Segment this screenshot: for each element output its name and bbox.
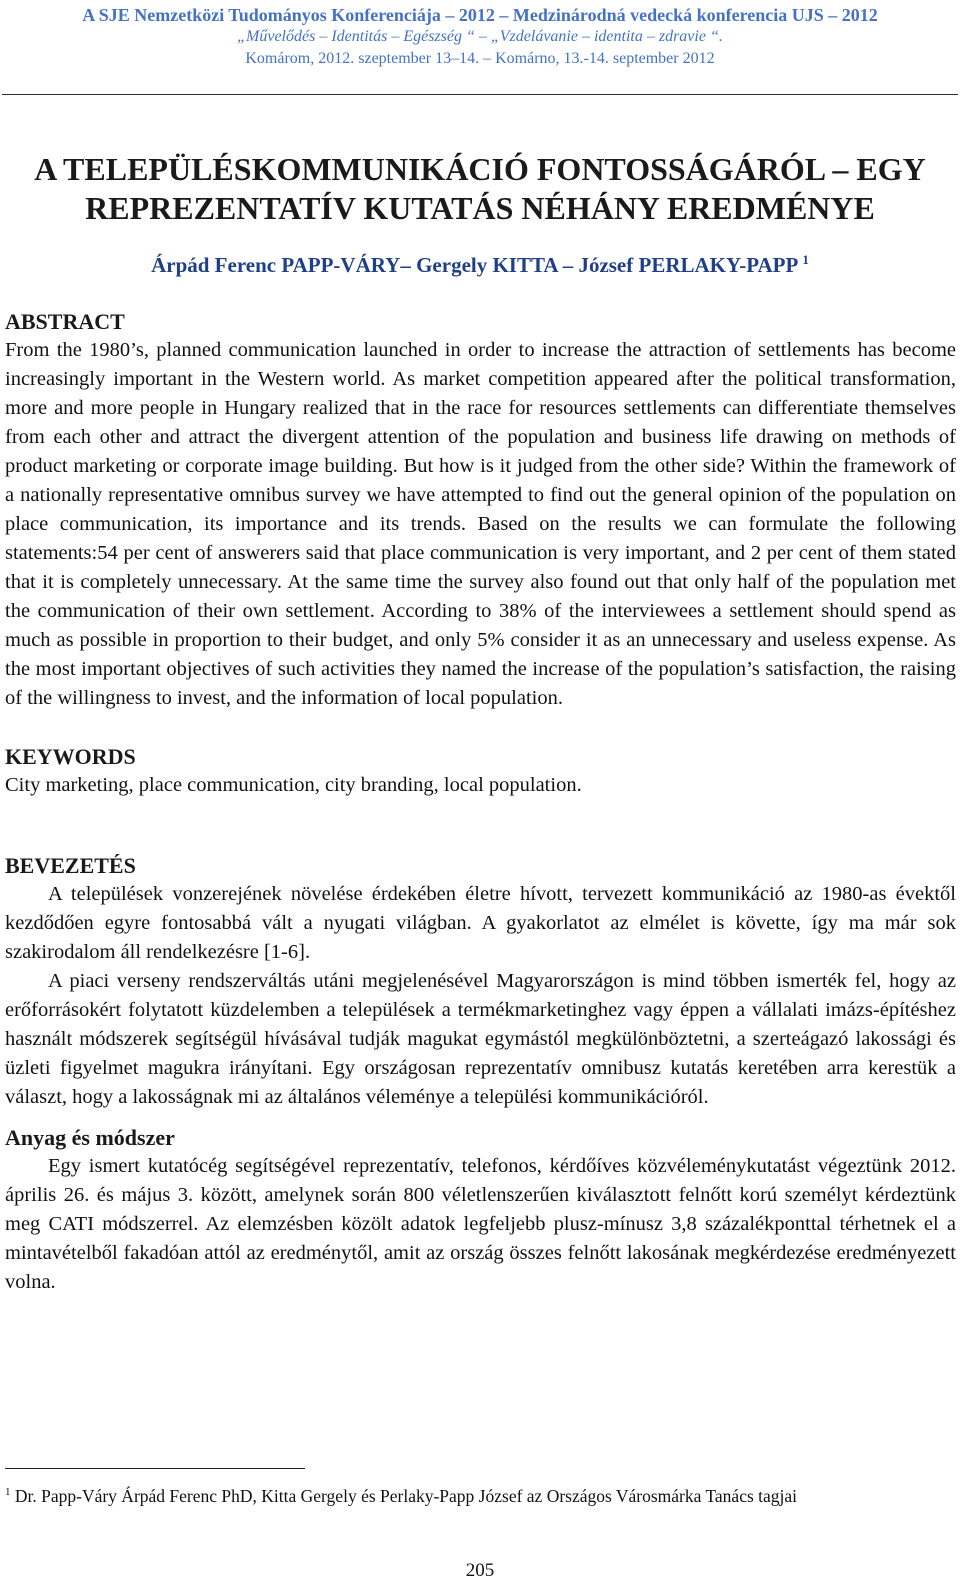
author-names: Árpád Ferenc PAPP-VÁRY– Gergely KITTA – József PERLAKY-PAPP <box>151 253 798 277</box>
page-number: 205 <box>465 1560 495 1581</box>
authors <box>0 252 960 278</box>
author-footnote-mark: 1 <box>802 252 809 267</box>
methods-heading: Anyag és módszer <box>5 1125 175 1150</box>
paper-title-line-2: REPREZENTATÍV KUTATÁS NÉHÁNY EREDMÉNYE <box>85 190 875 226</box>
conference-date-place: Komárom, 2012. szeptember 13–14. – Komárno, 13.-14. september 2012 <box>245 50 715 67</box>
conference-name: A SJE Nemzetközi Tudományos Konferenciája – 2012 – Medzinárodná vedecká konferencia UJS – 2012 <box>82 5 878 25</box>
conference-theme: „Művelődés – Identitás – Egészség “ – „Vzdelávanie – identita – zdravie “. <box>237 28 723 45</box>
conference-header <box>0 0 960 70</box>
intro-heading: BEVEZETÉS <box>5 853 136 878</box>
abstract-heading: ABSTRACT <box>5 309 125 334</box>
paper-body <box>5 308 956 1297</box>
footnote-text: Dr. Papp-Váry Árpád Ferenc PhD, Kitta Gergely és Perlaky-Papp József az Országos Városmárka Tanács tagjai <box>14 1485 798 1506</box>
intro-paragraph-2: A piaci verseny rendszerváltás utáni megjelenésével Magyarországon is mind többen ismerték fel, hogy az erőforrásokért folytatott küzdelemben a települések a termékmarketinghez vagy éppen a vállalati imázs-építéshez használt módszerek segítségül hívásával tudják magukat egymástól megkülönböztetni, a szerteágazó lakossági és üzleti figyelmet magukra irányítani. Egy országosan reprezentatív omnibusz kutatás keretében arra kerestük a választ, hogy a lakosságnak mi az általános véleménye a települési kommunikációról. <box>5 970 956 1108</box>
keywords-heading: KEYWORDS <box>5 744 136 769</box>
paper-title <box>0 150 960 228</box>
footnote-rule <box>5 1468 305 1469</box>
abstract-text: From the 1980’s, planned communication launched in order to increase the attraction of settlements has become increasingly important in the Western world. As market competition appeared after the political transformation, more and more people in Hungary realized that in the race for resources settlements can differentiate themselves from each other and attract the divergent attention of the population and business life drawing on methods of product marketing or corporate image building. But how is it judged from the other side? Within the framework of a nationally representative omnibus survey we have attempted to find out the general opinion of the population on place communication, its importance and its trends. Based on the results we can formulate the following statements:54 per cent of answerers said that place communication is very important, and 2 per cent of them stated that it is completely unnecessary. At the same time the survey also found out that only half of the population met the communication of their own settlement. According to 38% of the interviewees a settlement should spend as much as possible in proportion to their budget, and only 5% consider it as an unnecessary and useless expense. As the most important objectives of such activities they named the increase of the population’s satisfaction, the raising of the willingness to invest, and the information of local population. <box>5 339 956 709</box>
header-rule <box>2 94 958 95</box>
footnote <box>5 1480 956 1509</box>
footnote-mark: 1 <box>5 1486 11 1498</box>
keywords-text: City marketing, place communication, city branding, local population. <box>5 774 582 796</box>
paper-title-line-1: A TELEPÜLÉSKOMMUNIKÁCIÓ FONTOSSÁGÁRÓL – EGY <box>34 151 926 187</box>
methods-paragraph-1: Egy ismert kutatócég segítségével reprezentatív, telefonos, kérdőíves közvéleménykutatást végeztünk 2012. április 26. és május 3. között, amelynek során 800 véletlenszerűen kiválasztott felnőtt korú személyt kérdeztünk meg CATI módszerrel. Az elemzésben közölt adatok legfeljebb plusz-mínusz 3,8 százalékponttal térhetnek el a mintavételből fakadóan attól az eredménytől, amit az ország összes felnőtt lakosának megkérdezése eredményezett volna. <box>5 1155 956 1293</box>
intro-paragraph-1: A települések vonzerejének növelése érdekében életre hívott, tervezett kommunikáció az 1980-as évektől kezdődően egyre fontosabbá vált a nyugati világban. A gyakorlatot az elmélet is követte, így ma már sok szakirodalom áll rendelkezésre [1-6]. <box>5 883 956 963</box>
